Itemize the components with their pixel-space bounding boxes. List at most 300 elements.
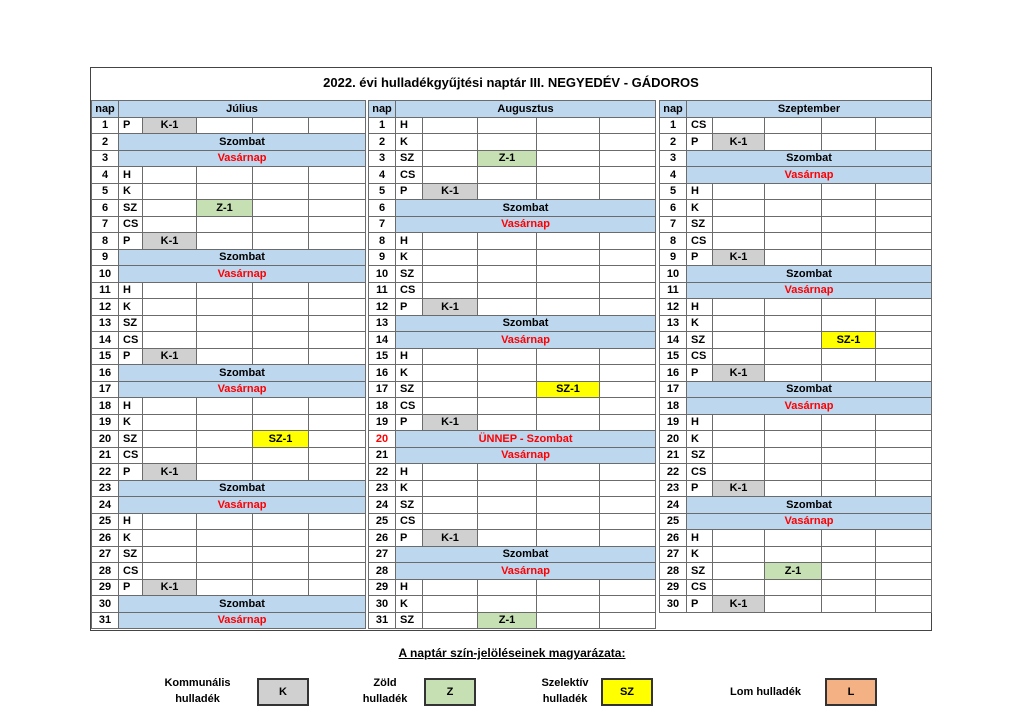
empty-cell <box>197 183 253 200</box>
empty-cell <box>143 332 197 349</box>
weekday-letter: SZ <box>687 563 713 580</box>
day-row <box>92 299 366 316</box>
empty-cell <box>197 233 253 250</box>
day-number: 22 <box>92 464 119 481</box>
empty-cell <box>253 233 309 250</box>
day-number: 25 <box>660 513 687 530</box>
empty-cell <box>822 546 876 563</box>
nap-header: nap <box>660 101 687 118</box>
day-number: 14 <box>369 332 396 349</box>
day-number: 5 <box>369 183 396 200</box>
weekday-letter: CS <box>396 398 423 415</box>
empty-cell <box>143 563 197 580</box>
empty-cell <box>309 233 366 250</box>
empty-cell <box>600 530 656 547</box>
empty-cell <box>309 200 366 217</box>
empty-cell <box>713 530 765 547</box>
empty-cell <box>765 431 822 448</box>
day-special-label: Szombat <box>687 150 932 167</box>
empty-cell <box>309 299 366 316</box>
empty-cell <box>423 117 478 134</box>
day-row <box>369 282 656 299</box>
legend-label-zold: Zöld hulladék <box>362 677 408 705</box>
day-number: 27 <box>92 546 119 563</box>
day-special-label: Szombat <box>119 480 366 497</box>
empty-cell <box>143 398 197 415</box>
empty-cell <box>309 464 366 481</box>
day-row <box>369 530 656 547</box>
empty-cell <box>478 497 537 514</box>
day-number: 20 <box>660 431 687 448</box>
day-row <box>660 563 932 580</box>
empty-cell <box>423 167 478 184</box>
empty-cell <box>309 216 366 233</box>
empty-cell <box>713 233 765 250</box>
empty-cell <box>478 513 537 530</box>
day-number: 18 <box>369 398 396 415</box>
empty-cell <box>876 365 932 382</box>
empty-cell <box>713 332 765 349</box>
empty-cell <box>197 414 253 431</box>
empty-cell <box>423 381 478 398</box>
empty-cell <box>876 579 932 596</box>
empty-cell <box>423 150 478 167</box>
empty-cell <box>765 233 822 250</box>
empty-cell <box>876 315 932 332</box>
weekday-letter: K <box>119 299 143 316</box>
day-number: 28 <box>369 563 396 580</box>
day-row <box>369 431 656 448</box>
day-row <box>92 315 366 332</box>
day-number: 11 <box>92 282 119 299</box>
empty-cell <box>765 546 822 563</box>
day-number: 29 <box>369 579 396 596</box>
empty-cell <box>253 447 309 464</box>
day-row <box>369 546 656 563</box>
day-row <box>660 381 932 398</box>
empty-cell <box>197 546 253 563</box>
month-table-september <box>659 100 932 613</box>
empty-cell <box>713 299 765 316</box>
empty-cell <box>478 381 537 398</box>
day-number: 30 <box>369 596 396 613</box>
weekday-letter: P <box>119 464 143 481</box>
day-number: 19 <box>660 414 687 431</box>
empty-cell <box>537 266 600 283</box>
nap-header: nap <box>92 101 119 118</box>
day-row <box>660 315 932 332</box>
empty-cell <box>876 299 932 316</box>
weekday-letter: H <box>687 530 713 547</box>
month-header-row <box>92 101 366 118</box>
day-row <box>369 563 656 580</box>
day-number: 25 <box>92 513 119 530</box>
empty-cell <box>822 480 876 497</box>
weekday-letter: K <box>396 134 423 151</box>
month-name: Szeptember <box>687 101 932 118</box>
empty-cell <box>600 183 656 200</box>
day-row <box>660 117 932 134</box>
empty-cell <box>600 579 656 596</box>
day-row <box>369 464 656 481</box>
empty-cell <box>765 249 822 266</box>
empty-cell <box>423 579 478 596</box>
empty-cell <box>197 282 253 299</box>
empty-cell <box>253 315 309 332</box>
empty-cell <box>765 216 822 233</box>
day-number: 26 <box>92 530 119 547</box>
empty-cell <box>143 183 197 200</box>
empty-cell <box>478 596 537 613</box>
collection-cell: Z-1 <box>478 612 537 629</box>
empty-cell <box>600 398 656 415</box>
day-number: 24 <box>660 497 687 514</box>
empty-cell <box>765 596 822 613</box>
empty-cell <box>309 447 366 464</box>
day-number: 16 <box>369 365 396 382</box>
empty-cell <box>537 134 600 151</box>
empty-cell <box>253 414 309 431</box>
day-row <box>660 365 932 382</box>
day-number: 2 <box>92 134 119 151</box>
weekday-letter: K <box>687 546 713 563</box>
empty-cell <box>600 266 656 283</box>
empty-cell <box>478 117 537 134</box>
empty-cell <box>713 348 765 365</box>
empty-cell <box>423 497 478 514</box>
empty-cell <box>478 249 537 266</box>
weekday-letter: CS <box>687 233 713 250</box>
day-number: 23 <box>92 480 119 497</box>
day-row <box>660 497 932 514</box>
month-header-row <box>369 101 656 118</box>
empty-cell <box>309 332 366 349</box>
empty-cell <box>600 612 656 629</box>
day-number: 26 <box>369 530 396 547</box>
collection-cell: K-1 <box>143 117 197 134</box>
empty-cell <box>423 596 478 613</box>
empty-cell <box>309 117 366 134</box>
empty-cell <box>478 464 537 481</box>
empty-cell <box>822 348 876 365</box>
weekday-letter: H <box>119 167 143 184</box>
empty-cell <box>478 266 537 283</box>
weekday-letter: H <box>396 348 423 365</box>
empty-cell <box>478 365 537 382</box>
day-row <box>92 167 366 184</box>
empty-cell <box>253 200 309 217</box>
empty-cell <box>423 398 478 415</box>
day-number: 5 <box>92 183 119 200</box>
empty-cell <box>876 414 932 431</box>
empty-cell <box>537 233 600 250</box>
empty-cell <box>143 315 197 332</box>
day-number: 13 <box>369 315 396 332</box>
day-number: 9 <box>92 249 119 266</box>
day-number: 10 <box>369 266 396 283</box>
weekday-letter: SZ <box>396 381 423 398</box>
day-number: 15 <box>660 348 687 365</box>
legend-box-zold: Z <box>424 678 476 706</box>
empty-cell <box>537 249 600 266</box>
day-number: 11 <box>660 282 687 299</box>
day-number: 31 <box>92 612 119 629</box>
day-row <box>660 530 932 547</box>
empty-cell <box>197 117 253 134</box>
day-special-label: Vasárnap <box>396 447 656 464</box>
empty-cell <box>197 216 253 233</box>
empty-cell <box>600 365 656 382</box>
day-special-label: Szombat <box>687 381 932 398</box>
empty-cell <box>600 596 656 613</box>
day-number: 17 <box>660 381 687 398</box>
weekday-letter: SZ <box>119 546 143 563</box>
empty-cell <box>822 216 876 233</box>
day-number: 10 <box>660 266 687 283</box>
empty-cell <box>822 134 876 151</box>
empty-cell <box>876 546 932 563</box>
empty-cell <box>765 134 822 151</box>
day-row <box>92 431 366 448</box>
empty-cell <box>309 530 366 547</box>
day-row <box>92 266 366 283</box>
day-row <box>92 233 366 250</box>
empty-cell <box>309 398 366 415</box>
day-number: 16 <box>92 365 119 382</box>
day-row <box>660 332 932 349</box>
collection-cell: K-1 <box>713 249 765 266</box>
empty-cell <box>600 299 656 316</box>
day-row <box>369 134 656 151</box>
empty-cell <box>478 398 537 415</box>
weekday-letter: P <box>687 249 713 266</box>
empty-cell <box>423 134 478 151</box>
collection-cell: K-1 <box>143 233 197 250</box>
day-number: 27 <box>660 546 687 563</box>
weekday-letter: CS <box>687 464 713 481</box>
day-row <box>369 299 656 316</box>
empty-cell <box>537 167 600 184</box>
weekday-letter: K <box>687 431 713 448</box>
weekday-letter: SZ <box>396 612 423 629</box>
empty-cell <box>197 167 253 184</box>
empty-cell <box>713 546 765 563</box>
day-number: 21 <box>660 447 687 464</box>
day-number: 19 <box>369 414 396 431</box>
empty-cell <box>876 117 932 134</box>
day-number: 13 <box>92 315 119 332</box>
empty-cell <box>822 596 876 613</box>
weekday-letter: K <box>687 315 713 332</box>
day-row <box>660 480 932 497</box>
empty-cell <box>822 530 876 547</box>
empty-cell <box>765 315 822 332</box>
empty-cell <box>876 249 932 266</box>
empty-cell <box>876 332 932 349</box>
empty-cell <box>478 183 537 200</box>
day-number: 8 <box>92 233 119 250</box>
day-number: 30 <box>92 596 119 613</box>
empty-cell <box>765 480 822 497</box>
day-special-label: Vasárnap <box>687 282 932 299</box>
empty-cell <box>143 414 197 431</box>
day-row <box>369 447 656 464</box>
empty-cell <box>478 299 537 316</box>
empty-cell <box>478 480 537 497</box>
empty-cell <box>253 530 309 547</box>
day-number: 22 <box>369 464 396 481</box>
day-row <box>660 150 932 167</box>
day-row <box>369 167 656 184</box>
empty-cell <box>876 464 932 481</box>
day-row <box>369 183 656 200</box>
day-special-label: Szombat <box>119 134 366 151</box>
empty-cell <box>537 497 600 514</box>
empty-cell <box>197 315 253 332</box>
day-number: 17 <box>92 381 119 398</box>
day-row <box>92 497 366 514</box>
day-number: 13 <box>660 315 687 332</box>
empty-cell <box>423 480 478 497</box>
empty-cell <box>537 530 600 547</box>
empty-cell <box>537 612 600 629</box>
empty-cell <box>253 546 309 563</box>
page-title: 2022. évi hulladékgyűjtési naptár III. NEGYEDÉV - GÁDOROS <box>323 75 699 90</box>
weekday-letter: H <box>119 282 143 299</box>
weekday-letter: K <box>119 414 143 431</box>
day-row <box>369 200 656 217</box>
empty-cell <box>253 282 309 299</box>
weekday-letter: CS <box>687 348 713 365</box>
empty-cell <box>876 480 932 497</box>
weekday-letter: H <box>119 513 143 530</box>
empty-cell <box>537 464 600 481</box>
collection-cell: K-1 <box>713 480 765 497</box>
empty-cell <box>197 464 253 481</box>
empty-cell <box>600 464 656 481</box>
weekday-letter: CS <box>396 513 423 530</box>
empty-cell <box>309 183 366 200</box>
month-name: Augusztus <box>396 101 656 118</box>
day-row <box>92 200 366 217</box>
weekday-letter: P <box>119 233 143 250</box>
day-row <box>369 579 656 596</box>
day-row <box>369 398 656 415</box>
weekday-letter: H <box>687 183 713 200</box>
day-number: 2 <box>660 134 687 151</box>
empty-cell <box>537 117 600 134</box>
weekday-letter: CS <box>687 117 713 134</box>
weekday-letter: P <box>687 365 713 382</box>
day-row <box>92 117 366 134</box>
empty-cell <box>765 348 822 365</box>
day-number: 18 <box>92 398 119 415</box>
legend-title: A naptár szín-jelöléseinek magyarázata: <box>398 646 626 660</box>
day-row <box>369 596 656 613</box>
day-row <box>369 150 656 167</box>
empty-cell <box>822 249 876 266</box>
day-number: 19 <box>92 414 119 431</box>
empty-cell <box>537 513 600 530</box>
legend-box-lom: L <box>825 678 877 706</box>
day-row <box>369 315 656 332</box>
day-row <box>92 348 366 365</box>
day-row <box>92 365 366 382</box>
empty-cell <box>143 431 197 448</box>
weekday-letter: P <box>119 348 143 365</box>
collection-cell: K-1 <box>143 579 197 596</box>
day-number: 6 <box>369 200 396 217</box>
empty-cell <box>600 233 656 250</box>
day-row <box>92 282 366 299</box>
weekday-letter: P <box>396 530 423 547</box>
day-number: 18 <box>660 398 687 415</box>
day-special-label: Vasárnap <box>119 381 366 398</box>
month-table-july <box>91 100 366 629</box>
day-row <box>660 579 932 596</box>
day-number: 7 <box>369 216 396 233</box>
day-row <box>92 398 366 415</box>
day-number: 3 <box>92 150 119 167</box>
weekday-letter: SZ <box>119 315 143 332</box>
day-number: 1 <box>92 117 119 134</box>
day-row <box>92 612 366 629</box>
collection-cell: K-1 <box>423 299 478 316</box>
empty-cell <box>197 563 253 580</box>
month-table-august <box>368 100 656 629</box>
weekday-letter: H <box>687 414 713 431</box>
collection-cell: K-1 <box>143 348 197 365</box>
day-row <box>369 266 656 283</box>
weekday-letter: P <box>687 134 713 151</box>
weekday-letter: K <box>396 249 423 266</box>
day-row <box>660 431 932 448</box>
empty-cell <box>600 381 656 398</box>
empty-cell <box>253 579 309 596</box>
weekday-letter: H <box>396 117 423 134</box>
day-row <box>92 546 366 563</box>
day-row <box>369 365 656 382</box>
empty-cell <box>309 348 366 365</box>
empty-cell <box>600 480 656 497</box>
empty-cell <box>876 530 932 547</box>
empty-cell <box>197 447 253 464</box>
day-number: 9 <box>660 249 687 266</box>
collection-cell: K-1 <box>143 464 197 481</box>
weekday-letter: P <box>396 299 423 316</box>
weekday-letter: H <box>396 464 423 481</box>
day-number: 29 <box>660 579 687 596</box>
day-row <box>660 348 932 365</box>
empty-cell <box>253 183 309 200</box>
day-row <box>660 249 932 266</box>
empty-cell <box>822 299 876 316</box>
empty-cell <box>713 414 765 431</box>
empty-cell <box>253 398 309 415</box>
weekday-letter: K <box>687 200 713 217</box>
weekday-letter: H <box>687 299 713 316</box>
empty-cell <box>423 612 478 629</box>
day-row <box>660 266 932 283</box>
empty-cell <box>537 596 600 613</box>
day-row <box>92 480 366 497</box>
empty-cell <box>822 579 876 596</box>
empty-cell <box>143 167 197 184</box>
empty-cell <box>876 183 932 200</box>
empty-cell <box>197 431 253 448</box>
day-number: 15 <box>92 348 119 365</box>
day-special-label: Vasárnap <box>396 332 656 349</box>
